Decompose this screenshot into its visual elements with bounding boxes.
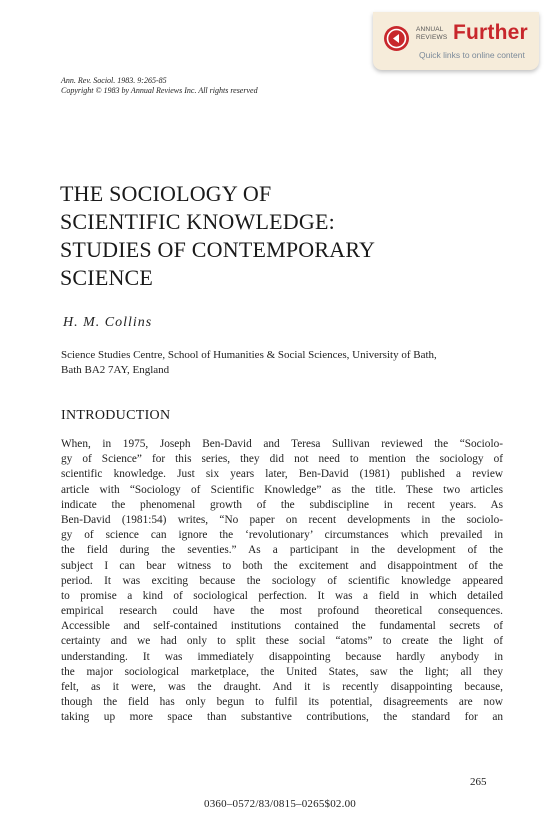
body-line: scientific knowledge. Just six years later, Ben-David (1981) published a review bbox=[61, 468, 503, 481]
affiliation-line-1: Science Studies Centre, School of Humanities & Social Sciences, University of Bath, bbox=[61, 349, 437, 361]
body-line: Accessible and self-contained institutions contained the fundamental secrets of bbox=[61, 620, 503, 633]
body-line: felt, as it were, was the draught. And it is recently disappointing because, bbox=[61, 681, 503, 693]
annual-reviews-logo-text bbox=[416, 26, 447, 41]
author-name: H. M. Collins bbox=[63, 315, 153, 330]
body-line: gy of science can ignore the ‘revolutionary’ circumstances which prevailed in bbox=[61, 529, 503, 542]
body-line: to promise a kind of sociological perfection. It was a field in which detailed bbox=[61, 589, 503, 602]
title-line-3: STUDIES OF CONTEMPORARY bbox=[60, 237, 376, 262]
play-back-icon[interactable] bbox=[384, 26, 409, 51]
body-line: Ben-David (1981:54) writes, “No paper on recent developments in the sociolo- bbox=[61, 513, 503, 526]
title-line-2: SCIENTIFIC KNOWLEDGE: bbox=[60, 209, 335, 234]
further-label[interactable]: Further bbox=[453, 21, 528, 44]
page-number: 265 bbox=[470, 776, 487, 788]
article-title bbox=[60, 180, 500, 292]
title-line-1: THE SOCIOLOGY OF bbox=[60, 181, 272, 206]
body-line: empirical research could have the most profound theoretical consequences. bbox=[61, 605, 503, 618]
further-banner[interactable] bbox=[373, 12, 539, 70]
body-line: the field during the seventies.” As a participant in the development of the bbox=[61, 544, 503, 557]
body-line: When, in 1975, Joseph Ben-David and Teresa Sullivan reviewed the “Sociolo- bbox=[61, 438, 503, 450]
citation-line-2: Copyright © 1983 by Annual Reviews Inc. All rights reserved bbox=[61, 86, 258, 95]
body-paragraph bbox=[61, 437, 503, 726]
further-subtitle[interactable]: Quick links to online content bbox=[419, 50, 525, 60]
section-heading: INTRODUCTION bbox=[61, 408, 171, 423]
brand-line-1: ANNUAL bbox=[416, 26, 444, 33]
body-line: certainty and we had only to split these social “atoms” to create the light of bbox=[61, 635, 503, 648]
body-line: indicate the phenomenal growth of the subdiscipline in recent years. As bbox=[61, 498, 503, 511]
body-line: though the field has only begun to fulfil its potential, disagreements are now bbox=[61, 696, 503, 709]
journal-citation bbox=[61, 76, 258, 96]
body-line: taking up more space than substantive contributions, the standard for an bbox=[61, 711, 503, 724]
body-line: subject I can bear witness to both the excitement and disappointment of the bbox=[61, 559, 503, 572]
title-line-4: SCIENCE bbox=[60, 265, 154, 290]
citation-line-1: Ann. Rev. Sociol. 1983. 9:265-85 bbox=[61, 76, 167, 85]
body-line: gy of Science” for this series, they did not need to mention the sociology of bbox=[61, 453, 503, 466]
body-line: period. It was exciting because the sociology of scientific knowledge appeared bbox=[61, 574, 503, 587]
author-affiliation bbox=[61, 348, 501, 378]
body-line: article with “Sociology of Scientific Knowledge” as the title. These two articles bbox=[61, 483, 503, 496]
body-line: understanding. It was immediately disappointing because hardly anybody in bbox=[61, 650, 503, 663]
affiliation-line-2: Bath BA2 7AY, England bbox=[61, 364, 170, 376]
body-line: the major sociological marketplace, the United States, saw the light; all they bbox=[61, 665, 503, 678]
footer-code: 0360–0572/83/0815–0265$02.00 bbox=[204, 798, 356, 810]
brand-line-2: REVIEWS bbox=[416, 33, 448, 41]
